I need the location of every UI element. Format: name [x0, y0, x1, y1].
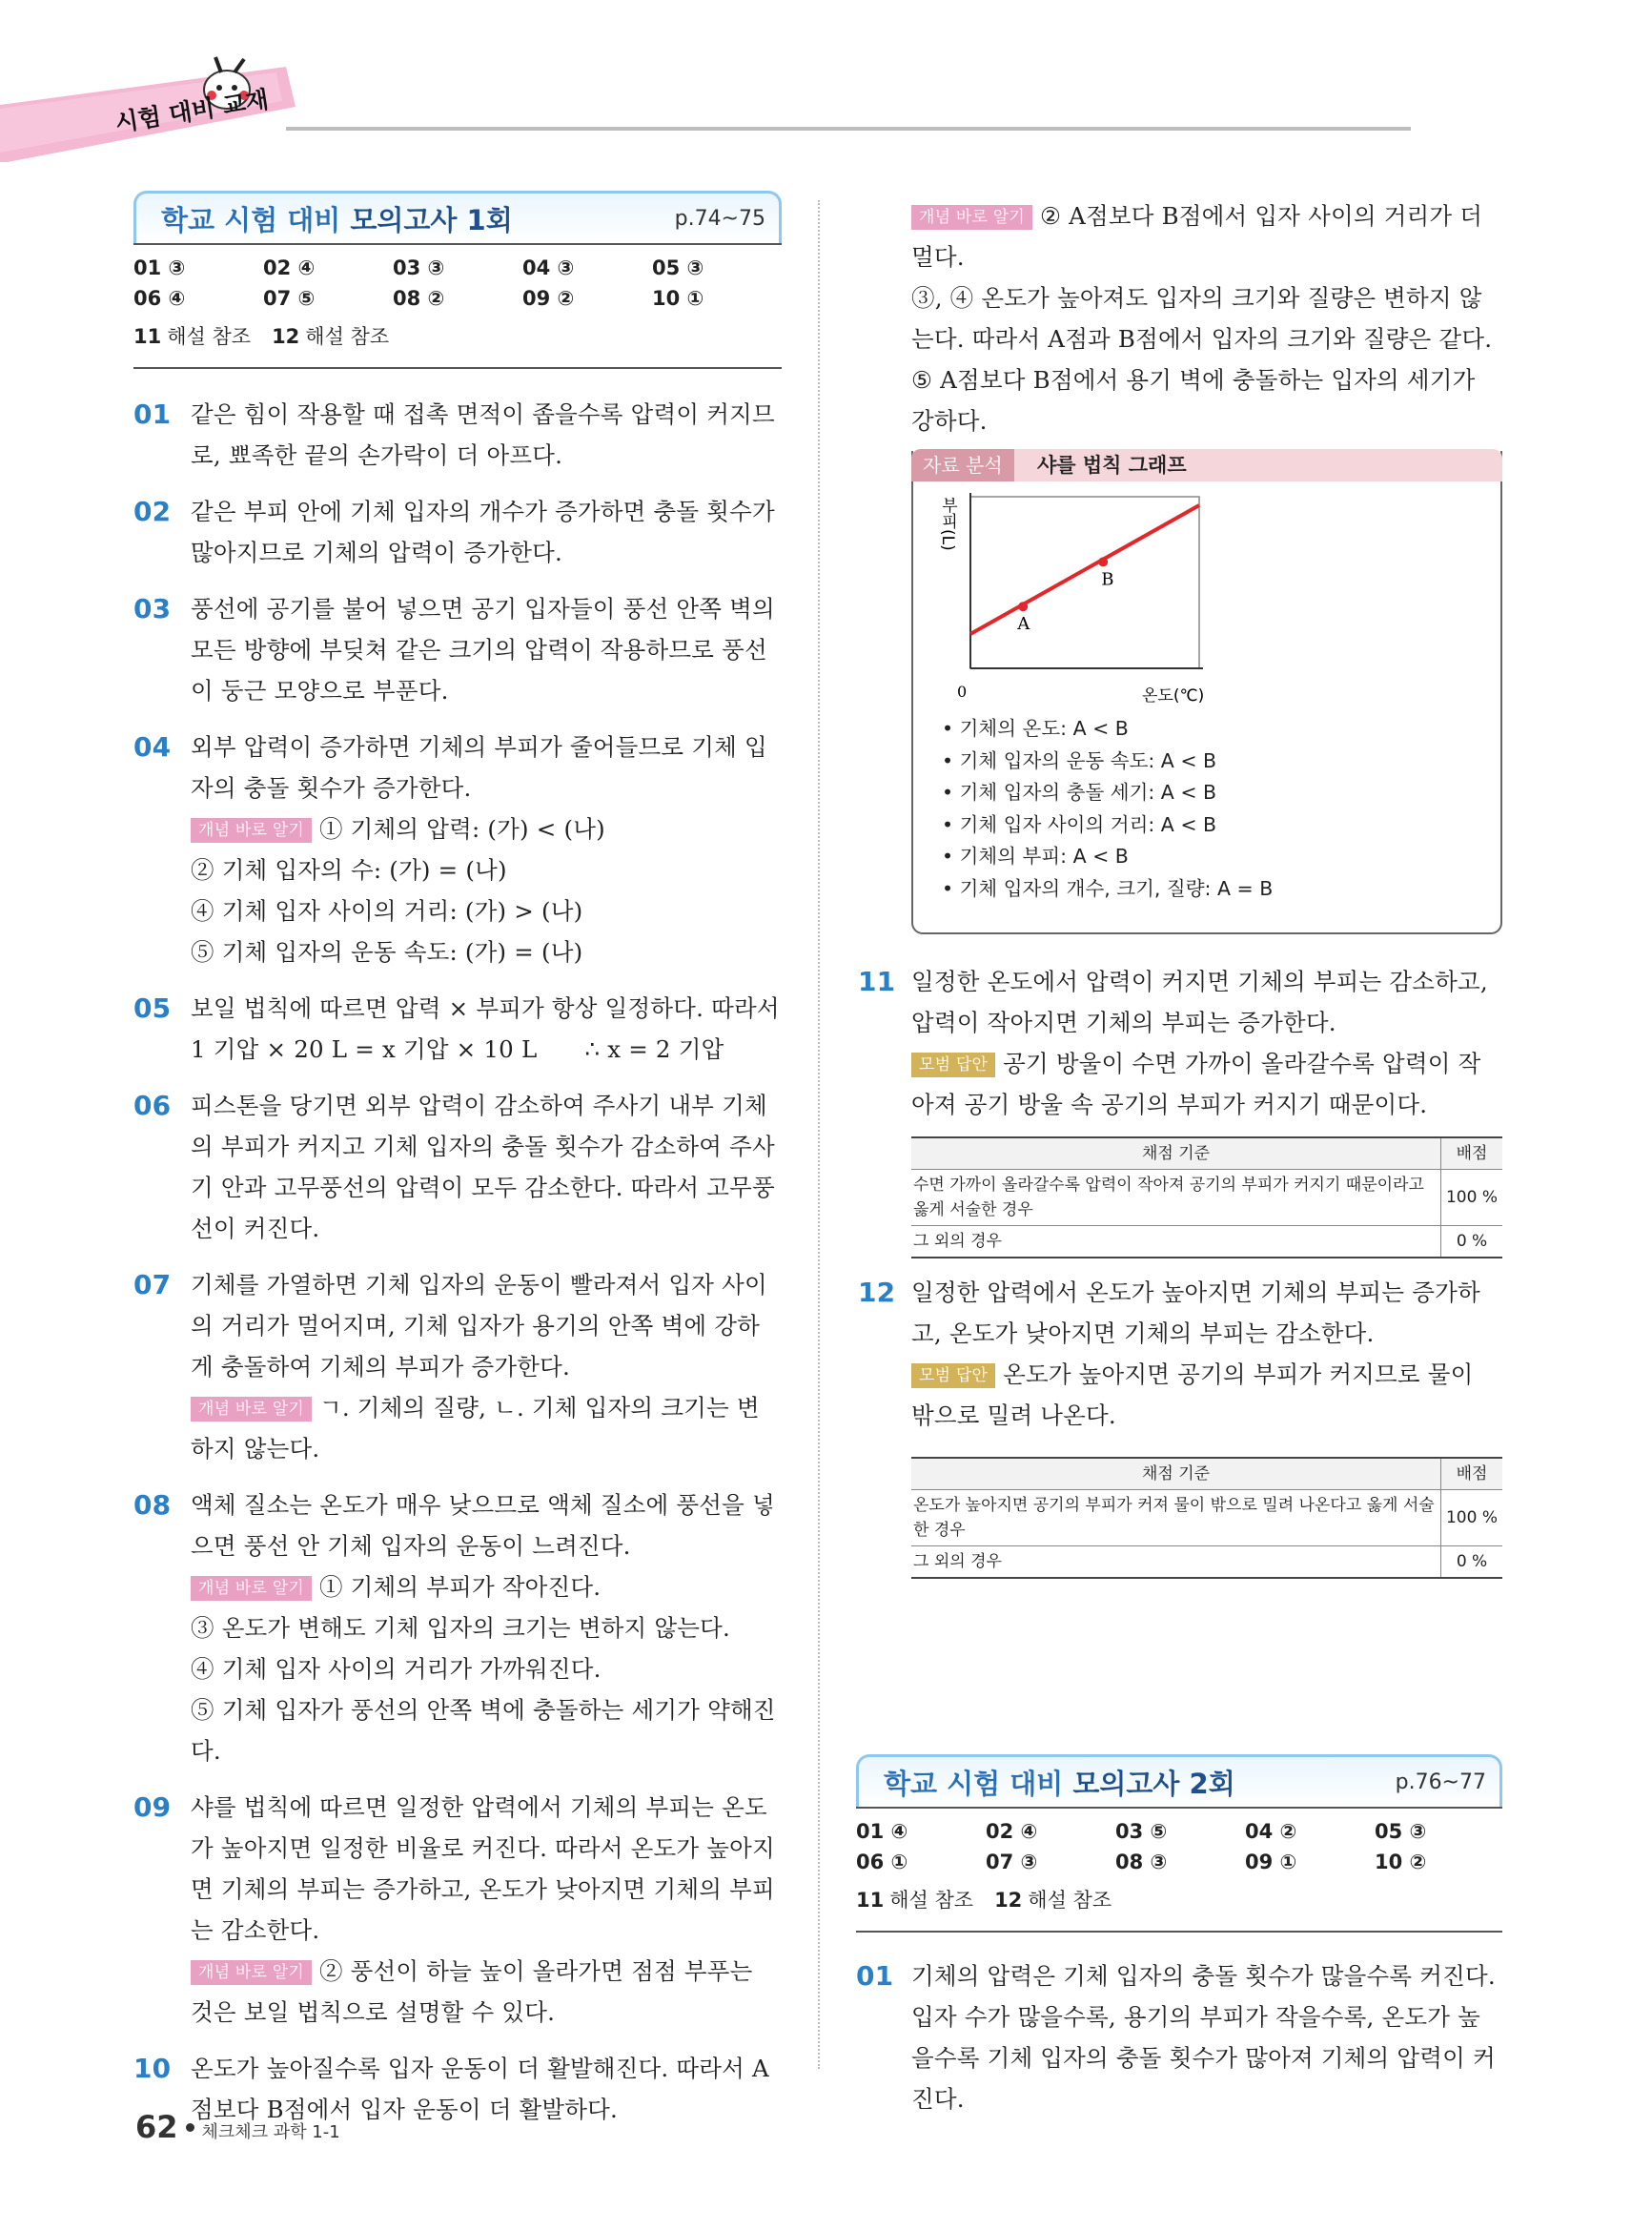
header-rule: [286, 127, 1411, 131]
formula-result: ∴ x = 2 기압: [584, 1035, 724, 1063]
exam2-answer-grid: [856, 1809, 1502, 1873]
exam2-item-01: [856, 1955, 1502, 2119]
item-09: [133, 1787, 782, 2033]
answer: 04 ③: [522, 256, 575, 279]
model-answer: 공기 방울이 수면 가까이 올라갈수록 압력이 작아져 공기 방울 속 공기의 부피가 커지기 때문이다.: [911, 1050, 1481, 1118]
data-title: 샤를 법칙 그래프: [1037, 454, 1187, 477]
item-10-concept: [911, 195, 1502, 441]
item-number: 07: [133, 1269, 172, 1300]
answer: 01 ③: [133, 256, 186, 279]
item-text: 풍선에 공기를 불어 넣으면 공기 입자들이 풍선 안쪽 벽의 모든 방향에 부딪쳐 같은 크기의 압력이 작용하므로 풍선이 둥근 모양으로 부푼다.: [191, 595, 775, 705]
item-text: 보일 법칙에 따르면 압력 × 부피가 항상 일정하다. 따라서: [191, 994, 780, 1022]
criteria-cell: 그 외의 경우: [911, 1226, 1441, 1258]
points-cell: 100 %: [1441, 1170, 1503, 1226]
exam1-bottom-rule: [133, 367, 782, 369]
model-tag: 모범 답안: [911, 1363, 995, 1388]
item-number: 09: [133, 1791, 172, 1823]
answer: 10 ②: [1375, 1851, 1427, 1873]
model-answer: 온도가 높아지면 공기의 부피가 커지므로 물이 밖으로 밀려 나온다.: [911, 1361, 1474, 1429]
point-b: [1098, 557, 1108, 566]
answer: 06 ①: [856, 1851, 908, 1873]
column-divider: [818, 200, 820, 2069]
item-12: [858, 1272, 1502, 1436]
item-01: [133, 394, 782, 476]
item-text: 샤를 법칙에 따르면 일정한 압력에서 기체의 부피는 온도가 높아지면 일정한 비율로 커진다. 따라서 온도가 높아지면 기체의 부피는 증가하고, 온도가 낮아지면 기체의 부피는 감소한다.: [191, 1793, 775, 1944]
exam2-block: [856, 1754, 1502, 2119]
exam2-pages: p.76~77: [1395, 1770, 1486, 1794]
concept-line: ② 풍선이 하늘 높이 올라가면 점점 부푸는 것은 보일 법칙으로 설명할 수 있다.: [191, 1957, 753, 2026]
points-cell: 0 %: [1441, 1226, 1503, 1258]
item-text: 일정한 압력에서 온도가 높아지면 기체의 부피는 증가하고, 온도가 낮아지면 기체의 부피는 감소한다.: [911, 1279, 1480, 1347]
ribbon-label: 시험 대비 교재: [112, 85, 271, 137]
data-analysis-box: [911, 451, 1502, 934]
exam2-title-main: 모의고사 2회: [1072, 1768, 1235, 1800]
extra-text: 해설 참조: [305, 325, 390, 348]
extra-num: 12: [994, 1889, 1023, 1912]
answer: 08 ③: [1115, 1851, 1168, 1873]
origin-label: 0: [957, 683, 968, 701]
point-b-label: B: [1101, 569, 1114, 590]
item-03: [133, 588, 782, 711]
item-05: [133, 988, 782, 1070]
footer-dot-icon: [186, 2123, 194, 2132]
criteria-header: 채점 기준: [911, 1137, 1441, 1170]
y-axis-label: 부피(L): [938, 497, 957, 551]
item-02: [133, 491, 782, 573]
concept-line: ⑤ A점보다 B점에서 용기 벽에 충돌하는 입자의 세기가 강하다.: [911, 366, 1476, 435]
data-tag: 자료 분석: [911, 449, 1014, 481]
item-text: 온도가 높아질수록 입자 운동이 더 활발해진다. 따라서 A점보다 B점에서 입자 운동이 더 활발하다.: [191, 2055, 769, 2123]
item-number: 01: [856, 1960, 894, 1992]
criteria-cell: 수면 가까이 올라갈수록 압력이 작아져 공기의 부피가 커지기 때문이라고 옳게 서술한 경우: [911, 1170, 1441, 1226]
concept-line: ⑤ 기체 입자가 풍선의 안쪽 벽에 충돌하는 세기가 약해진다.: [191, 1696, 776, 1765]
left-column: [133, 191, 782, 2130]
item-text: 같은 힘이 작용할 때 접촉 면적이 좁을수록 압력이 커지므로, 뾰족한 끝의 손가락이 더 아프다.: [191, 400, 775, 469]
answer: 10 ①: [652, 287, 704, 310]
scoring-table-11: [911, 1136, 1502, 1258]
concept-line: ① 기체의 부피가 작아진다.: [318, 1573, 602, 1601]
exam2-extra-answers: [856, 1885, 1502, 1913]
item-number: 11: [858, 966, 896, 997]
exam2-bottom-rule: [856, 1931, 1502, 1933]
item-number: 10: [133, 2053, 172, 2084]
item-number: 02: [133, 496, 172, 527]
x-axis-label: 온도(℃): [1142, 686, 1205, 706]
bullet-item: • 기체 입자의 개수, 크기, 질량: A = B: [942, 873, 1273, 906]
answer: 07 ③: [986, 1851, 1038, 1873]
extra-text: 해설 참조: [889, 1889, 974, 1912]
answer: 02 ④: [263, 256, 316, 279]
answer: 01 ④: [856, 1820, 908, 1843]
formula: 1 기압 × 20 L = x 기압 × 10 L: [191, 1035, 538, 1063]
exam1-answer-grid: [133, 245, 782, 310]
charles-law-graph: [938, 489, 1228, 708]
data-analysis-header: [911, 449, 1502, 481]
item-number: 05: [133, 992, 172, 1024]
bullet-item: • 기체 입자의 충돌 세기: A < B: [942, 777, 1273, 809]
point-a-label: A: [1017, 614, 1030, 635]
item-number: 08: [133, 1489, 172, 1521]
page-footer: [135, 2109, 340, 2145]
exam2-title-prefix: 학교 시험 대비: [884, 1768, 1064, 1800]
item-06: [133, 1085, 782, 1249]
concept-tag: 개념 바로 알기: [191, 1397, 312, 1422]
item-text: 기체를 가열하면 기체 입자의 운동이 빨라져서 입자 사이의 거리가 멀어지며, 기체 입자가 용기의 안쪽 벽에 강하게 충돌하여 기체의 부피가 증가한다.: [191, 1271, 767, 1381]
points-cell: 100 %: [1441, 1490, 1503, 1546]
page-number: 62: [135, 2109, 178, 2145]
exam1-header: [133, 191, 782, 243]
concept-line: ㄱ. 기체의 질량, ㄴ. 기체 입자의 크기는 변하지 않는다.: [191, 1394, 760, 1463]
item-number: 01: [133, 399, 172, 430]
concept-tag: 개념 바로 알기: [911, 205, 1032, 230]
answer: 09 ②: [522, 287, 575, 310]
extra-text: 해설 참조: [167, 325, 252, 348]
extra-num: 12: [272, 325, 300, 348]
item-text: 외부 압력이 증가하면 기체의 부피가 줄어들므로 기체 입자의 충돌 횟수가 증가한다.: [191, 733, 767, 802]
item-08: [133, 1484, 782, 1771]
concept-line: ③ 온도가 변해도 기체 입자의 크기는 변하지 않는다.: [191, 1614, 730, 1642]
item-text: 피스톤을 당기면 외부 압력이 감소하여 주사기 내부 기체의 부피가 커지고 기체 입자의 충돌 횟수가 감소하여 주사기 안과 고무풍선의 압력이 모두 감소한다. 따라서 고무풍선이 커진다.: [191, 1092, 775, 1242]
points-cell: 0 %: [1441, 1546, 1503, 1579]
criteria-cell: 온도가 높아지면 공기의 부피가 커져 물이 밖으로 밀려 나온다고 옳게 서술한 경우: [911, 1490, 1441, 1546]
series-line: [970, 505, 1199, 634]
item-07: [133, 1264, 782, 1469]
answer: 05 ③: [1375, 1820, 1427, 1843]
concept-line: ③, ④ 온도가 높아져도 입자의 크기와 질량은 변하지 않는다. 따라서 A점과 B점에서 입자의 크기와 질량은 같다.: [911, 284, 1493, 353]
exam2-header: [856, 1754, 1502, 1807]
extra-num: 11: [856, 1889, 885, 1912]
points-header: 배점: [1441, 1458, 1503, 1490]
data-bullet-list: [942, 713, 1273, 905]
answer: 02 ④: [986, 1820, 1038, 1843]
item-04: [133, 726, 782, 972]
exam1-title-prefix: 학교 시험 대비: [161, 204, 341, 236]
answer: 04 ②: [1245, 1820, 1297, 1843]
answer: 07 ⑤: [263, 287, 316, 310]
item-text: 기체의 압력은 기체 입자의 충돌 횟수가 많을수록 커진다. 입자 수가 많을수록, 용기의 부피가 작을수록, 온도가 높을수록 기체 입자의 충돌 횟수가 많아져 기체의 압력이 커진다.: [911, 1962, 1496, 2113]
book-title: 체크체크 과학 1-1: [201, 2122, 340, 2142]
answer: 05 ③: [652, 256, 704, 279]
concept-tag: 개념 바로 알기: [191, 1960, 312, 1985]
concept-line: ② 기체 입자의 수: (가) = (나): [191, 856, 507, 884]
concept-line: ⑤ 기체 입자의 운동 속도: (가) = (나): [191, 938, 583, 966]
item-number: 06: [133, 1090, 172, 1121]
bullet-item: • 기체 입자 사이의 거리: A < B: [942, 809, 1273, 842]
bullet-item: • 기체의 온도: A < B: [942, 713, 1273, 746]
extra-text: 해설 참조: [1028, 1889, 1112, 1912]
criteria-cell: 그 외의 경우: [911, 1546, 1441, 1579]
concept-line: ① 기체의 압력: (가) < (나): [318, 815, 605, 843]
model-tag: 모범 답안: [911, 1053, 995, 1077]
exam1-pages: p.74~75: [674, 207, 765, 231]
exam1-title-main: 모의고사 1회: [350, 204, 513, 236]
concept-line: ② A점보다 B점에서 입자 사이의 거리가 더 멀다.: [911, 202, 1483, 271]
concept-line: ④ 기체 입자 사이의 거리가 가까워진다.: [191, 1655, 602, 1683]
item-text: 액체 질소는 온도가 매우 낮으므로 액체 질소에 풍선을 넣으면 풍선 안 기체 입자의 운동이 느려진다.: [191, 1491, 775, 1560]
point-a: [1018, 602, 1028, 611]
concept-tag: 개념 바로 알기: [191, 1576, 312, 1601]
exam1-extra-answers: [133, 321, 782, 350]
answer: 08 ②: [393, 287, 445, 310]
right-column: [858, 195, 1502, 1579]
criteria-header: 채점 기준: [911, 1458, 1441, 1490]
extra-num: 11: [133, 325, 162, 348]
item-text: 같은 부피 안에 기체 입자의 개수가 증가하면 충돌 횟수가 많아지므로 기체의 압력이 증가한다.: [191, 498, 775, 566]
answer: 03 ③: [393, 256, 445, 279]
bullet-item: • 기체의 부피: A < B: [942, 841, 1273, 873]
item-number: 04: [133, 731, 172, 763]
answer: 06 ④: [133, 287, 186, 310]
answer: 09 ①: [1245, 1851, 1297, 1873]
points-header: 배점: [1441, 1137, 1503, 1170]
concept-line: ④ 기체 입자 사이의 거리: (가) > (나): [191, 897, 583, 925]
scoring-table-12: [911, 1457, 1502, 1579]
answer: 03 ⑤: [1115, 1820, 1168, 1843]
item-number: 03: [133, 593, 172, 624]
item-number: 12: [858, 1277, 896, 1308]
item-11: [858, 961, 1502, 1125]
bullet-item: • 기체 입자의 운동 속도: A < B: [942, 746, 1273, 778]
concept-tag: 개념 바로 알기: [191, 818, 312, 843]
item-text: 일정한 온도에서 압력이 커지면 기체의 부피는 감소하고, 압력이 작아지면 기체의 부피는 증가한다.: [911, 968, 1488, 1036]
